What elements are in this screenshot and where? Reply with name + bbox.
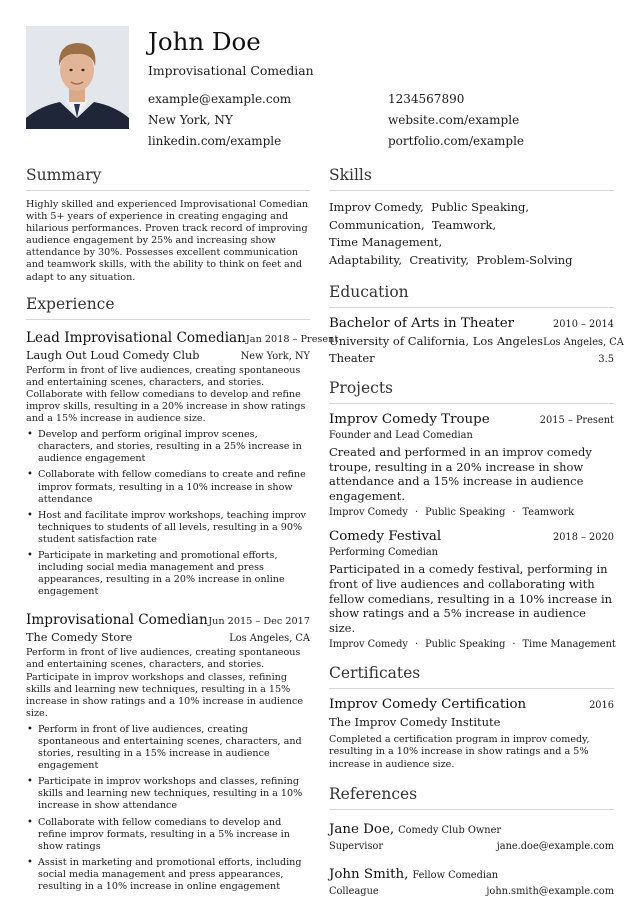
- reference-role: Fellow Comedian: [412, 869, 499, 881]
- project-summary: Participated in a comedy festival, performing in front of live audiences and collaborating with fellow comedians, resulting in a 10% increase in show ratings and a 5% increase in audience size.: [329, 562, 613, 635]
- certificate-summary: Completed a certification program in improv comedy, resulting in a 10% increase in show ratings and a 5% increase in audience size.: [329, 734, 590, 770]
- contact-phone[interactable]: 1234567890: [388, 92, 465, 106]
- job-highlights: [26, 429, 310, 598]
- project-description: Performing Comedian: [329, 547, 438, 559]
- skill-item: Teamwork: [431, 217, 493, 232]
- skill-item: Public Speaking: [431, 200, 526, 214]
- keyword: Teamwork: [522, 507, 575, 519]
- references-heading: References: [329, 785, 614, 810]
- keyword: Improv Comedy: [329, 507, 408, 519]
- job-highlight: • Collaborate with fellow comedians to develop and refine improv formats, resulting in a 5% increase in show ratings: [26, 817, 310, 853]
- reference-name: John Smith,: [329, 866, 409, 882]
- keyword: Improv Comedy: [329, 639, 408, 651]
- education-area: Theater: [329, 351, 375, 365]
- skills-list: Improv Comedy, Public Speaking, Communication, Teamwork, Time Management, Adaptability, Creativity, Problem-Solving: [329, 200, 573, 267]
- candidate-role: Improvisational Comedian: [148, 63, 314, 78]
- job-highlight: • Participate in improv workshops and classes, refining skills and learning new techniques, resulting in a 10% increase in show attendance: [26, 776, 310, 812]
- profile-photo: [26, 26, 129, 129]
- job-location: New York, NY: [240, 350, 310, 362]
- reference-email[interactable]: john.smith@example.com: [486, 885, 614, 897]
- projects-section: [329, 379, 614, 650]
- right-column: [329, 166, 624, 897]
- project-name: Improv Comedy Troupe: [329, 412, 490, 427]
- summary-heading: Summary: [26, 166, 310, 191]
- reference-name: Jane Doe,: [329, 821, 395, 837]
- education-score: 3.5: [598, 354, 614, 365]
- project-summary: Created and performed in an improv comedy troupe, resulting in a 20% increase in show attendance and a 15% increase in audience engagement.: [329, 445, 592, 503]
- project-entry: [329, 412, 614, 518]
- projects-heading: Projects: [329, 379, 614, 404]
- job-summary: Perform in front of live audiences, creating spontaneous and entertaining scenes, characters, and stories. Collaborate with fellow comedians to develop and refine improv skills, resulting in a 20% increase in show ratings and a 15% increase in audience size.: [26, 364, 306, 425]
- job-summary: Perform in front of live audiences, creating spontaneous and entertaining scenes, characters, and stories. Participate in improv workshops and classes, refining skills and learning new techniques, resulting in a 15% increase in show ratings and a 10% increase in audience size.: [26, 647, 304, 719]
- experience-heading: Experience: [26, 295, 310, 320]
- candidate-name: John Doe: [148, 27, 261, 56]
- skill-item: Creativity: [409, 252, 466, 267]
- job-highlight: • Develop and perform original improv scenes, characters, and stories, resulting in a 25% increase in audience engagement: [26, 429, 310, 465]
- job-entry: [26, 612, 310, 893]
- certificate-issuer: The Improv Comedy Institute: [329, 715, 501, 730]
- education-heading: Education: [329, 283, 614, 308]
- job-dates: Jan 2018 – Present: [245, 333, 339, 345]
- references-section: [329, 785, 614, 897]
- job-company: The Comedy Store: [26, 631, 133, 645]
- education-location: Los Angeles, CA: [543, 337, 624, 348]
- contact-email[interactable]: example@example.com: [148, 92, 292, 106]
- job-title: Improvisational Comedian: [26, 612, 208, 629]
- job-dates: Jun 2015 – Dec 2017: [208, 616, 310, 628]
- job-highlight: • Host and facilitate improv workshops, teaching improv techniques to students of all levels, resulting in a 90% student satisfaction rate: [26, 510, 310, 546]
- job-highlight: • Assist in marketing and promotional efforts, including social media management and press appearances, resulting in a 10% increase in online engagement: [26, 857, 310, 893]
- skills-heading: Skills: [329, 166, 614, 191]
- skill-item: Adaptability: [329, 252, 399, 267]
- summary-text: Highly skilled and experienced Improvisational Comedian with 5+ years of experience in creating engaging and hilarious performances. Proven track record of improving audience engagement by 25% and increasing show attendance by 30%. Possesses excellent communication and teamwork skills, with the ability to think on feet and adapt to any situation.: [26, 199, 309, 283]
- project-dates: 2015 – Present: [539, 415, 614, 426]
- keyword: Time Management: [522, 639, 616, 651]
- skills-section: [329, 166, 614, 269]
- reference-entry: [329, 863, 614, 897]
- left-column: [26, 166, 339, 897]
- summary-section: [26, 166, 310, 284]
- contact-website[interactable]: website.com/example: [388, 113, 520, 127]
- project-name: Comedy Festival: [329, 529, 442, 545]
- job-highlight: • Collaborate with fellow comedians to create and refine improv formats, resulting in a 10% increase in show attendance: [26, 469, 310, 505]
- reference-relation: Colleague: [329, 885, 379, 897]
- certificate-name: Improv Comedy Certification: [329, 697, 527, 713]
- keyword: Public Speaking: [425, 639, 506, 651]
- education-institution: University of California, Los Angeles: [329, 334, 544, 348]
- skill-item: Communication: [329, 217, 421, 232]
- reference-relation: Supervisor: [329, 840, 384, 852]
- project-entry: [329, 529, 614, 650]
- job-company: Laugh Out Loud Comedy Club: [26, 348, 200, 362]
- job-title: Lead Improvisational Comedian: [26, 329, 246, 346]
- project-keywords: Improv Comedy · Public Speaking · Teamwork: [329, 507, 575, 519]
- job-highlight: • Participate in marketing and promotional efforts, including social media management and press appearances, resulting in a 20% increase in online engagement: [26, 550, 310, 598]
- certificates-heading: Certificates: [329, 664, 614, 689]
- job-entry: [26, 329, 339, 599]
- reference-email[interactable]: jane.doe@example.com: [496, 840, 614, 852]
- experience-section: [26, 294, 339, 893]
- profile-photo-image: [26, 26, 129, 129]
- education-section: [329, 283, 624, 365]
- project-dates: 2018 – 2020: [553, 532, 614, 544]
- job-highlight: • Perform in front of live audiences, creating spontaneous and entertaining scenes, characters, and stories, resulting in a 15% increase in audience engagement: [26, 724, 310, 772]
- contact-portfolio[interactable]: portfolio.com/example: [388, 134, 525, 148]
- skill-item: Problem-Solving: [476, 252, 573, 267]
- job-location: Los Angeles, CA: [229, 633, 310, 645]
- education-degree: Bachelor of Arts in Theater: [329, 316, 515, 331]
- skill-item: Time Management: [329, 235, 439, 249]
- contact-linkedin[interactable]: linkedin.com/example: [148, 134, 282, 148]
- project-description: Founder and Lead Comedian: [329, 430, 473, 441]
- education-dates: 2010 – 2014: [553, 319, 614, 330]
- contact-location: New York, NY: [148, 113, 233, 127]
- reference-entry: [329, 818, 614, 852]
- reference-role: Comedy Club Owner: [398, 824, 502, 836]
- keyword: Public Speaking: [425, 507, 506, 519]
- job-highlights: [26, 724, 310, 893]
- certificates-section: [329, 664, 614, 770]
- certificate-date: 2016: [589, 700, 614, 712]
- project-keywords: Improv Comedy · Public Speaking · Time Management: [329, 639, 616, 651]
- skill-item: Improv Comedy: [329, 200, 421, 214]
